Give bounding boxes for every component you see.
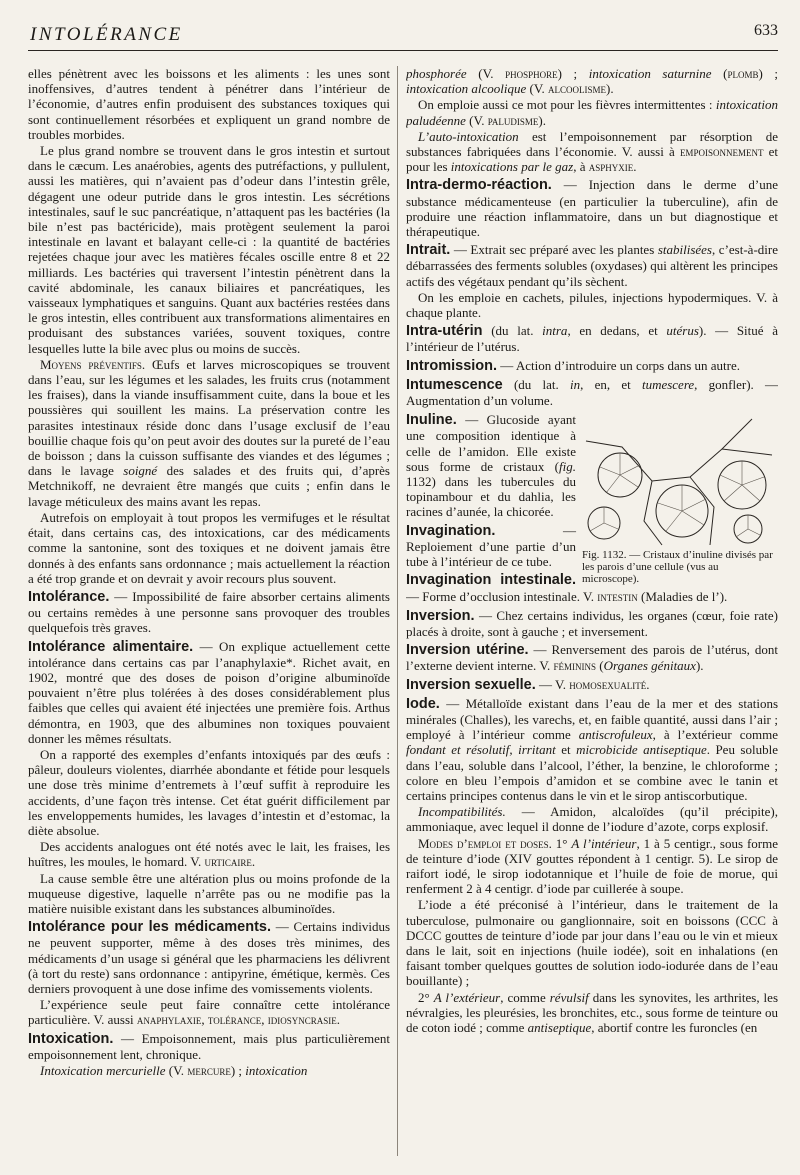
text-run: (V. xyxy=(526,81,549,97)
page-header xyxy=(28,18,778,51)
emphasis-text: intoxications par le gaz xyxy=(450,159,574,175)
paragraph-moyens-preventifs xyxy=(28,357,390,509)
text-run: 1132) dans les tubercules du topinambour et du dahlia, les racines d’aunée, la chicorée. xyxy=(406,474,576,520)
text-run: . xyxy=(633,159,637,175)
entry-intumescence xyxy=(406,377,778,408)
paragraph-auto-intoxication xyxy=(406,129,778,175)
text-run: , gonfler). — Augmentation d’un volume. xyxy=(406,376,778,409)
cross-reference-phosphore: phosphore xyxy=(505,66,558,81)
headword-intoxication: Intoxication. xyxy=(28,1030,114,1047)
paragraph-cause: La cause semble être une altération plus ou moins profonde de la muqueuse digestive, laquelle n’arrête pas ou ne modifie pas la matière nuisible existant dans les substances albuminoïdes. xyxy=(28,870,390,916)
text-run: — Certains individus ne peuvent supporter, même à des doses très minimes, des médicaments d’un usage si général que les pharmaciens les délivrent (à tort du reste) sans ordonnance : antipyrine, émétique, kermès. Ces derniers provoquent à une dose infime des vomissements violents. xyxy=(28,919,390,996)
emphasis-text: in xyxy=(569,376,581,392)
text-run: 1° xyxy=(551,835,572,851)
headword-intra-uterin: Intra-utérin xyxy=(406,323,483,340)
text-run: est l’empoisonnement par résorption de substances fabriquées dans l’économie. V. aussi à xyxy=(406,128,778,160)
text-run: — Renversement des parois de l’utérus, dont l’externe devient interne. V. xyxy=(406,642,778,674)
paragraph-intoxication-mercurielle xyxy=(28,1063,390,1078)
emphasis-text: fondant et résolutif, irritant xyxy=(406,742,556,758)
text-run: . xyxy=(336,1012,341,1028)
text-run: (du lat. xyxy=(502,376,570,392)
entry-intolerance-medicaments xyxy=(28,919,390,996)
headword-intrait: Intrait. xyxy=(406,242,451,259)
cross-reference-anaphylaxie: anaphylaxie, tolérance, idiosyncrasie xyxy=(136,1012,337,1028)
text-run: Des accidents analogues ont été notés avec le lait, les fraises, les huîtres, les moules, le homard. V. xyxy=(28,839,390,870)
text-run: On emploie aussi ce mot pour les fièvres intermittentes : xyxy=(418,97,716,113)
paragraph-bacteria-intro: elles pénètrent avec les boissons et les aliments : les unes sont inoffensives, d’autres tendent à pénétrer dans l’intérieur de l’économie, d’autres enfin produisent des substances toxiques qui sont continuellement résorbées et expliquent un grand nombre de troubles morbides. xyxy=(28,66,390,142)
entry-intolerance xyxy=(28,589,390,636)
text-run: (du lat. xyxy=(482,323,543,339)
entry-inversion-sexuelle xyxy=(406,677,778,693)
definition-intromission: — Action d’introduire un corps dans un autre. xyxy=(497,357,741,373)
column-divider xyxy=(397,66,398,1156)
headword-intolerance-medicaments: Intolérance pour les médicaments. xyxy=(28,919,272,936)
definition-inversion: — Chez certains individus, les organes (cœur, foie rate) placés à droite, sont à gauche ; et inversement. xyxy=(406,607,778,639)
paragraph-enfants-intoxiques: On a rapporté des exemples d’enfants intoxiqués par des œufs : pâleur, douleurs violentes, diarrhée abondante et fétide pour lesquels une dose très minime d’entremets à l’œuf suffit à reproduire les accidents, d’une façon très intense. Cet état guérit difficilement par les enveloppements humides, les lavages d’intestin et d’estomac, la diète absolue. xyxy=(28,746,390,838)
inuline-figure-block xyxy=(406,409,778,604)
emphasis-text: Intoxication mercurielle xyxy=(40,1063,166,1078)
paragraph-experience xyxy=(28,997,390,1027)
emphasis-text: soigné xyxy=(123,463,158,479)
emphasis-text: Organes génitaux xyxy=(603,658,696,674)
text-run: , 1 à 5 centigr., sous forme de teinture d’iode (XIV gouttes répondent à 1 centigr. 5). Le sirop de raifort iodé, le sirop iodotannique et l’huile de foie de morue, qui renferment 2 à 4 centigr. d’iode par cuillerée à soupe. xyxy=(406,835,778,897)
text-run: (V. xyxy=(165,1063,188,1078)
cross-reference-homosexualite: homosexualité xyxy=(569,676,647,692)
headword-invagination-intestinale: Invagination intestinale. xyxy=(406,572,576,589)
headword-intra-dermo-reaction: Intra-dermo-réaction. xyxy=(406,177,552,194)
text-run: ( xyxy=(596,658,604,674)
text-run: , comme xyxy=(500,989,550,1005)
text-run: , à l’extérieur comme xyxy=(652,727,778,743)
text-run: , abortif contre les furoncles (en xyxy=(591,1019,758,1035)
text-run: , en dedans, et xyxy=(567,323,667,339)
text-run: ). xyxy=(538,112,546,128)
headword-inversion-sexuelle: Inversion sexuelle. xyxy=(406,676,536,693)
emphasis-text: L’auto-intoxication xyxy=(418,128,519,144)
paragraph-vermifuges: Autrefois on employait à tout propos les vermifuges et le résultat était, dans certains cas, des intoxications, car des médicaments comme la santonine, sont des toxiques et ne doivent jamais être donnés à des enfants sans ordonnance ; mais actuellement la réaction a été trop grande et on devrait y avoir recours plus souvent. xyxy=(28,509,390,586)
text-run: . xyxy=(646,676,650,692)
left-column xyxy=(28,66,390,1166)
emphasis-text: A l’intérieur xyxy=(571,835,637,851)
emphasis-text: utérus xyxy=(666,323,699,339)
paragraph-modes-emploi xyxy=(406,836,778,897)
text-run: , à xyxy=(573,159,589,175)
emphasis-text: tumescere xyxy=(641,376,695,392)
text-run: — On explique actuellement cette intolérance dans certains cas par l’anaphylaxie*. Richet avait, en 1902, montré que des doses de poison d’origine albuminoïde pouvaient n’être plus tolérées à des doses considérablement plus faibles que celles qui avaient été injectées une première fois. Arthus démontra, en 1903, que des albumines non toxiques pouvaient donner les mêmes résultats. xyxy=(28,638,390,746)
text-run: ) ; xyxy=(557,66,589,81)
text-run: dans les synovites, les arthrites, les névralgies, les pleurésies, les bronchites, etc., sous forme de teinture ou de coton iodé ; comme xyxy=(406,989,778,1035)
paragraph-fievres-intermittentes xyxy=(406,97,778,127)
paragraph-iode-exterieur xyxy=(406,990,778,1036)
text-run: — Métalloïde existant dans l’eau de la mer et des stations minérales (Challes), les varechs, et, en faible quantité, aussi dans l’air ; employé à l’intérieur comme xyxy=(406,695,778,743)
headword-inuline: Inuline. xyxy=(406,412,457,429)
emphasis-text: Incompatibilités. xyxy=(418,804,506,820)
entry-intra-dermo-reaction xyxy=(406,177,778,239)
inulin-crystals-illustration xyxy=(582,411,778,547)
headword-iode: Iode. xyxy=(406,695,440,712)
paragraph-gros-intestin: Le plus grand nombre se trouvent dans le gros intestin et surtout dans le cæcum. Les anaérobies, agents des putréfactions, y pullulent, aussi les matières, qui n’avaient pas d’odeur dans l’intestin grêle, dégagent une odeur putride dans le gros intestin. Les sécrétions intestinales, sauf le suc pancréatique, n’attaquent pas les bactéries (la bile n’est pas bactéricide), mais protègent seulement la paroi intestinale en lavant et balayant celle-ci : la quantité de bactéries rejetées chaque jour avec les matières fécales oscille entre 8 et 22 milliards. Les bactéries qui traversent l’intestin pénètrent dans la cavité abdominale, les canaux biliaires et pancréatiques, les vaisseaux lymphatiques et sanguins. Quant aux bactéries restées dans le gros intestin, elles contribuent aux transformations alimentaires en produisant des substances variées, souvent toxiques, contre lesquelles lutte la bile avec plus ou moins de succès. xyxy=(28,143,390,356)
emphasis-text: antiseptique xyxy=(527,1019,592,1035)
text-run: — Glucoside ayant une composition identique à celle de l’amidon. Elle existe sous forme de cristaux ( xyxy=(406,412,576,474)
text-run: et xyxy=(555,742,577,758)
text-run: ). xyxy=(606,81,614,97)
text-run: — Amidon, alcaloïdes (qu’il précipite), ammoniaque, avec lequel il donne de l’iodure d’azote, corps explosif. xyxy=(406,804,778,835)
headword-inversion: Inversion. xyxy=(406,607,475,624)
text-run: ) ; xyxy=(230,1063,246,1078)
cell-wall-line xyxy=(722,419,752,449)
text-run: , en, et xyxy=(580,376,642,392)
emphasis-text: intoxication paludéenne xyxy=(406,97,778,128)
running-head: INTOLÉRANCE xyxy=(30,24,183,45)
paragraph-accidents-analogues xyxy=(28,839,390,869)
text-run: ). — Situé à l’intérieur de l’utérus. xyxy=(406,323,778,355)
text-run: ( xyxy=(711,66,728,81)
entry-intolerance-alimentaire xyxy=(28,639,390,746)
cross-reference-asphyxie: asphyxie xyxy=(588,159,634,175)
text-run: . xyxy=(251,854,256,870)
emphasis-text: microbicide antiseptique xyxy=(576,742,707,758)
emphasis-text: A l’extérieur xyxy=(433,989,501,1005)
headword-intromission: Intromission. xyxy=(406,357,498,374)
figure-caption: Fig. 1132. — Cristaux d’inuline divisés par les parois d’une cellule (vus au microscope). xyxy=(582,549,773,586)
emphasis-text: intoxication alcoolique xyxy=(406,81,527,97)
text-run: et pour les xyxy=(406,144,778,175)
entry-inversion-uterine xyxy=(406,642,778,673)
headword-intolerance: Intolérance. xyxy=(28,588,110,605)
entry-intra-uterin xyxy=(406,323,778,354)
text-run: — V. xyxy=(535,676,570,692)
definition-intolerance: — Impossibilité de faire absorber certains aliments ou certains remèdes à une personne sans provoquer des troubles quelquefois très graves. xyxy=(28,588,390,636)
emphasis-text: fig. xyxy=(559,458,576,474)
paragraph-intoxication-types xyxy=(406,66,778,96)
text-run: , c’est-à-dire débarrassées des ferments solubles (oxydases) qui altèrent les principes actifs des végétaux pendant qu’ils sèchent. xyxy=(406,242,778,289)
cross-reference-plomb: plomb xyxy=(727,66,759,81)
text-run: (V. xyxy=(465,112,488,128)
cross-reference-paludisme: paludisme xyxy=(487,112,539,128)
cross-reference-alcoolisme: alcoolisme xyxy=(548,81,607,97)
definition-invagination: — Reploiement d’une partie d’un tube à l’intérieur de ce tube. xyxy=(406,522,576,570)
text-run: — Empoisonnement, mais plus particulièrement empoisonnement lent, chronique. xyxy=(28,1030,390,1062)
cross-reference-intestin: intestin xyxy=(597,588,638,604)
emphasis-text: intra xyxy=(542,323,568,339)
definition-intra-dermo-reaction: — Injection dans le derme d’une substance médicamenteuse (en particulier la tuberculine), afin de produire une réaction inflammatoire, dans un but diagnostique et thérapeutique. xyxy=(406,177,778,240)
cell-wall-line xyxy=(644,481,662,545)
headword-intolerance-alimentaire: Intolérance alimentaire. xyxy=(28,638,194,655)
entry-intrait xyxy=(406,242,778,289)
paragraph-intrait-emploi: On les emploie en cachets, pilules, injections hypodermiques. V. à chaque plante. xyxy=(406,289,778,321)
text-run: des salades et des fruits qui, d’après Metchnikoff, ne devraient être mangés que cuits ; enfin dans le lavage méticuleux des mains avant les repas. xyxy=(28,463,390,509)
text-run: 2° xyxy=(418,989,434,1005)
cross-reference-urticaire: urticaire xyxy=(204,854,252,870)
right-column xyxy=(406,66,778,1166)
headword-intumescence: Intumescence xyxy=(406,376,503,393)
text-run: — Extrait sec préparé avec les plantes xyxy=(450,242,658,258)
emphasis-text: révulsif xyxy=(549,989,589,1005)
entry-inversion xyxy=(406,608,778,639)
headword-invagination: Invagination. xyxy=(406,522,496,539)
text-run: ). xyxy=(695,658,704,674)
paragraph-iode-tuberculose: L’iode a été préconisé à l’intérieur, dans le traitement de la tuberculose, pulmonaire ou ganglionnaire, soit en boissons (CCC à DCCC gouttes de teinture d’iode par jour dans l’eau ou le vin et mieux dans le lait, soit en injections (huile iodée), soit en inhalations (en faisant tomber quelques gouttes de solution iodo-iodurée dans de l’eau bouillante) ; xyxy=(406,897,778,989)
paragraph-incompatibilites xyxy=(406,804,778,834)
text-run: (V. xyxy=(466,66,506,81)
page-number: 633 xyxy=(754,22,778,39)
entry-iode xyxy=(406,696,778,803)
text-run: — Forme d’occlusion intestinale. V. xyxy=(406,588,598,604)
text-run: L’expérience seule peut faire connaître cette intolérance particulière. V. aussi xyxy=(28,997,390,1028)
cross-reference-mercure: mercure xyxy=(187,1063,231,1078)
emphasis-text: stabilisées xyxy=(657,242,712,258)
entry-intromission xyxy=(406,358,778,374)
cross-reference-empoisonnement: empoisonnement xyxy=(679,144,764,160)
text-run: ) ; xyxy=(758,66,778,81)
emphasis-text: antiscrofuleux xyxy=(578,727,653,743)
section-label-modes-emploi: Modes d’emploi et doses. xyxy=(418,835,552,851)
emphasis-text: intoxication saturnine xyxy=(588,66,712,81)
figure-1132 xyxy=(582,411,778,585)
emphasis-text: intoxication xyxy=(245,1063,308,1078)
headword-inversion-uterine: Inversion utérine. xyxy=(406,642,529,659)
cross-reference-feminins: féminins xyxy=(553,658,597,674)
text-run: . Peu soluble dans l’eau, soluble dans l’alcool, l’éther, la benzine, le chloroforme ; colore en bleu l’empois d’amidon et se combine avec le tanin et certains principes contenus dans le vin et le sirop antiscorbutique. xyxy=(406,742,778,803)
emphasis-text: phosphorée xyxy=(406,66,467,81)
entry-intoxication xyxy=(28,1031,390,1062)
text-run: Œufs et larves microscopiques se trouvent dans l’eau, sur les légumes et les salades, les fruits crus (notamment les fraises), dans la viande insuffisamment cuite, dans la boue et les poussières qui souillent les mains. La préservation contre les parasites intestinaux réside donc dans l’usage exclusif de l’eau bouillie chaque fois qu’on peut avoir des doutes sur la pureté de l’eau de boisson ; dans la cuisson suffisante des viandes et des légumes ; dans le lavage xyxy=(28,356,390,479)
text-run: (Maladies de l’). xyxy=(637,588,728,604)
section-label-moyens-preventifs: Moyens préventifs. xyxy=(40,356,146,372)
